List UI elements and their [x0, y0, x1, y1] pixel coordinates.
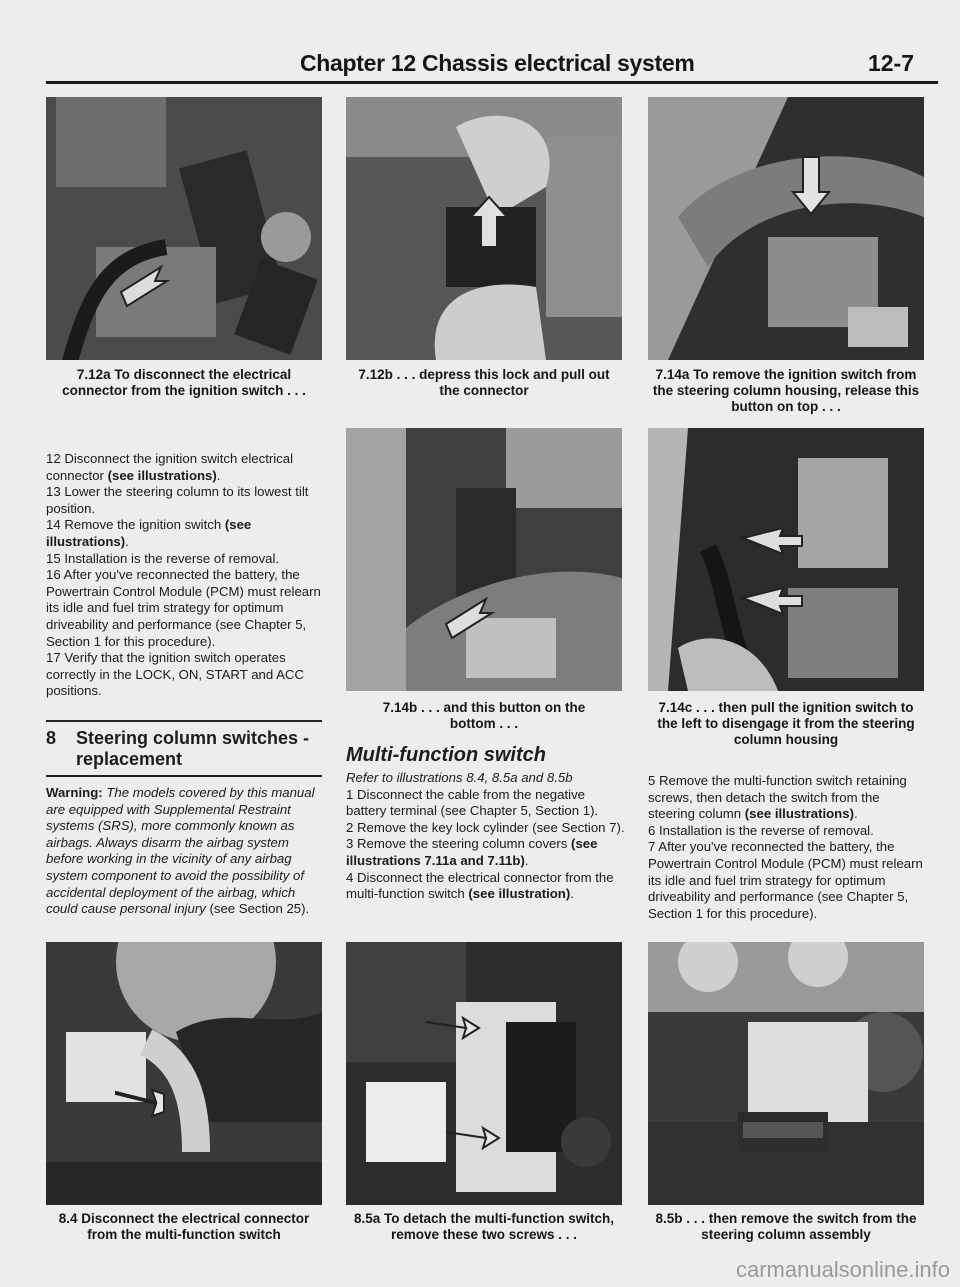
- section-rule-bottom: [46, 775, 322, 777]
- photo-7-14b: [346, 428, 622, 691]
- warning-label: Warning:: [46, 785, 103, 800]
- step-3: 3 Remove the steering column covers (see illustrations 7.11a and 7.11b).: [346, 836, 598, 868]
- step-16: 16 After you've reconnected the battery, the Powertrain Control Module (PCM) must relearn its idle and fuel trim strategy for optimum driveability and performance (see Chapter 5, Section 1 for this procedure).: [46, 567, 321, 649]
- photo-7-12a: [46, 97, 322, 360]
- step-14: 14 Remove the ignition switch (see illustrations).: [46, 517, 252, 549]
- header-rule: [46, 81, 938, 84]
- photo-8-4: [46, 942, 322, 1205]
- watermark: carmanualsonline.info: [735, 1257, 950, 1282]
- caption-8-5b: 8.5b . . . then remove the switch from the steering column assembly: [655, 1211, 917, 1242]
- caption-7-12a: 7.12a To disconnect the electrical connector from the ignition switch . . .: [62, 367, 306, 398]
- step-17: 17 Verify that the ignition switch operates correctly in the LOCK, ON, START and ACC positions.: [46, 650, 304, 699]
- chapter-title: Chapter 12 Chassis electrical system: [300, 50, 695, 76]
- step-7: 7 After you've reconnected the battery, the Powertrain Control Module (PCM) must relearn its idle and fuel trim strategy for optimum driveability and performance (see Chapter 5, Section 1 for this procedure).: [648, 839, 923, 921]
- caption-7-12b: 7.12b . . . depress this lock and pull out the connector: [358, 367, 610, 398]
- multi-steps: [346, 770, 628, 903]
- step-5: 5 Remove the multi-function switch retaining screws, then detach the switch from the steering column (see illustrations).: [648, 773, 907, 822]
- photo-8-5b: [648, 942, 924, 1205]
- section-8-title: Steering column switches - replacement: [76, 728, 310, 769]
- step-13: 13 Lower the steering column to its lowest tilt position.: [46, 484, 309, 516]
- step-15: 15 Installation is the reverse of removal.: [46, 550, 280, 566]
- warning-text: Warning: The models covered by this manual are equipped with Supplemental Restraint systems (SRS), more commonly known as airbags. Always disarm the airbag system before working in the vicinity of any airbag system component to avoid the possibility of accidental deployment of the airbag, which could cause personal injury (see Section 25).: [46, 785, 315, 917]
- caption-7-14b: 7.14b . . . and this button on the bottom . . .: [382, 700, 586, 731]
- step-2: 2 Remove the key lock cylinder (see Section 7).: [346, 819, 625, 835]
- section-8-number: 8: [46, 728, 57, 748]
- caption-8-5a: 8.5a To detach the multi-function switch, remove these two screws . . .: [353, 1211, 615, 1242]
- caption-7-14a: 7.14a To remove the ignition switch from the steering column housing, release this button on top . . .: [652, 367, 920, 414]
- photo-7-14a: [648, 97, 924, 360]
- photo-7-14c: [648, 428, 924, 691]
- refer-line: Refer to illustrations 8.4, 8.5a and 8.5b: [346, 770, 573, 785]
- photo-8-5a: [346, 942, 622, 1205]
- page-number: 12-7: [867, 50, 914, 76]
- caption-7-14c: 7.14c . . . then pull the ignition switch to the left to disengage it from the steering column housing: [657, 700, 915, 747]
- caption-8-4: 8.4 Disconnect the electrical connector from the multi-function switch: [58, 1211, 310, 1242]
- section-rule-top: [46, 720, 322, 722]
- left-steps: [46, 451, 322, 700]
- step-1: 1 Disconnect the cable from the negative battery terminal (see Chapter 5, Section 1).: [346, 786, 599, 819]
- multi-function-heading: Multi-function switch: [346, 744, 546, 766]
- step-4: 4 Disconnect the electrical connector from the multi-function switch (see illustration).: [346, 869, 614, 902]
- photo-7-12b: [346, 97, 622, 360]
- step-6: 6 Installation is the reverse of removal.: [648, 822, 874, 838]
- right-steps: [648, 773, 924, 922]
- step-12: 12 Disconnect the ignition switch electrical connector (see illustrations).: [46, 451, 294, 483]
